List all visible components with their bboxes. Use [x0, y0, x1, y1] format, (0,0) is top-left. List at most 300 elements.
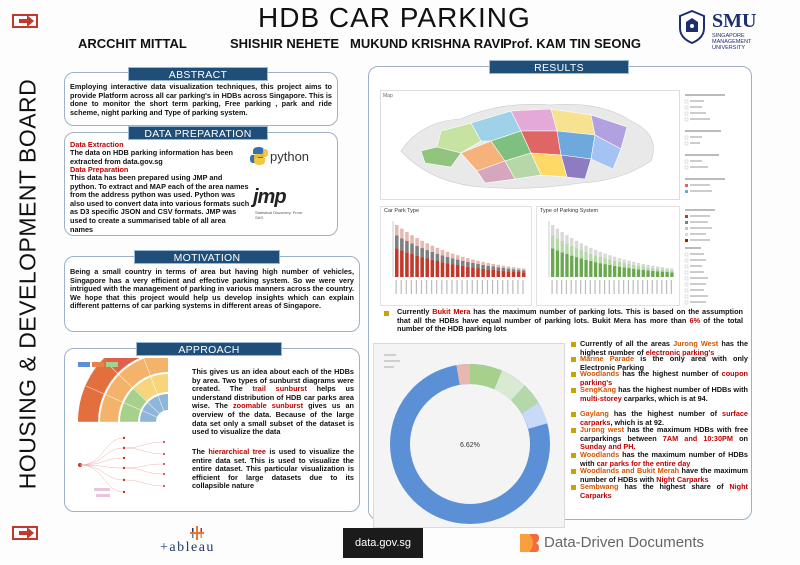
finding-text-part: is the only area with only Electronic Parking [580, 354, 748, 372]
jmp-logo-subtitle: Statistical Discovery. From SAS. [255, 210, 303, 220]
bar-segment [608, 255, 611, 259]
area-share-donut-chart[interactable] [373, 343, 565, 528]
bar-segment [446, 263, 450, 277]
bar-segment [618, 267, 621, 277]
bar-segment [512, 267, 516, 269]
smu-crest-icon [678, 10, 706, 44]
bar-segment [580, 250, 583, 258]
bar-segment [517, 268, 521, 270]
bullet-icon [571, 469, 576, 474]
bar-segment [400, 250, 404, 277]
bar-segment [451, 264, 455, 277]
bar-segment [637, 263, 640, 266]
bar-segment [497, 270, 501, 277]
bar-segment [410, 235, 414, 243]
bar-segment [613, 266, 616, 277]
bar-segment [456, 255, 460, 259]
arrow-right-icon[interactable] [12, 526, 38, 540]
bar-segment [395, 225, 399, 235]
bar-segment [415, 238, 419, 246]
bar-segment [466, 258, 470, 262]
bar-segment [637, 266, 640, 270]
bar-segment [471, 263, 475, 267]
bar-segment [589, 248, 592, 254]
finding-text-part: carparks, which is at 94. [621, 393, 708, 403]
chart-legend [683, 207, 743, 307]
car-park-type-chart[interactable] [380, 206, 532, 306]
bar-segment [517, 270, 521, 272]
car-park-type-bars [381, 207, 533, 307]
finding-text-part: Woodlands and Bukit Merah [580, 466, 680, 475]
bar-segment [476, 261, 480, 264]
axis-tick [656, 280, 657, 294]
axis-tick [416, 280, 417, 294]
bukit-mera-finding [397, 308, 743, 334]
bar-segment [497, 267, 501, 270]
axis-tick [575, 280, 576, 294]
finding-text-part: Currently [397, 307, 433, 316]
bar-segment [575, 257, 578, 277]
results-heading: RESULTS [489, 60, 629, 74]
finding-text-part: has the highest number of HDBs with [616, 385, 748, 394]
bar-segment [512, 272, 516, 277]
bullet-icon [571, 428, 576, 433]
bar-segment [486, 269, 490, 277]
bar-segment [431, 246, 435, 252]
axis-tick [517, 280, 518, 294]
singapore-map[interactable] [380, 90, 680, 200]
bar-segment [405, 232, 409, 241]
axis-tick [642, 280, 643, 294]
axis-tick [436, 280, 437, 294]
data-extraction-title: Data Extraction [70, 140, 124, 149]
axis-tick [401, 280, 402, 294]
chart-title: Type of Parking System [540, 208, 599, 214]
approach-text-part: helps us understand distribution of HDB car parks area wise. The [192, 384, 355, 411]
axis-tick [652, 280, 653, 294]
finding-text-part: 7AM and 10:30PM [662, 433, 733, 443]
axis-tick [599, 280, 600, 294]
axis-tick [502, 280, 503, 294]
bar-segment [665, 270, 668, 272]
bar-segment [491, 264, 495, 267]
bar-segment [656, 271, 659, 277]
bar-segment [420, 248, 424, 257]
bar-segment [618, 258, 621, 262]
bar-segment [575, 248, 578, 257]
bar-segment [608, 265, 611, 277]
bar-segment [400, 238, 404, 250]
jmp-logo [253, 186, 303, 218]
side-title: HOUSING & DEVELOPMENT BOARD [14, 78, 41, 490]
abstract-heading: ABSTRACT [128, 67, 268, 81]
bar-segment [603, 258, 606, 264]
abstract-text: Employing interactive data visualization techniques, this project aims to provide Platform across all car parking's in HDBs across Singapore. This is done to monitor the short term parking, Free parking , park and ride scheme, night parking and Type of parking system. [70, 82, 332, 117]
finding-text-part: has the highest number of [608, 409, 723, 418]
bar-segment [637, 269, 640, 277]
bar-segment [599, 257, 602, 263]
bar-segment [594, 262, 597, 277]
motivation-text: Being a small country in terms of area but having high number of vehicles, Singapore has a very efficient and effective parking system. So we were very intrigued with the management of parking in various manners across the country. We hope that this project would help us develop insights which can explain different patterns of car parking systems in different areas of Singapore. [70, 267, 354, 311]
axis-tick [451, 280, 452, 294]
bar-segment [561, 232, 564, 241]
bar-segment [425, 243, 429, 250]
finding-text-part: Marine Parade [580, 354, 635, 363]
bar-segment [431, 252, 435, 260]
bar-segment [580, 258, 583, 277]
axis-tick [609, 280, 610, 294]
bar-segment [661, 272, 664, 277]
bar-segment [646, 270, 649, 277]
bar-segment [466, 267, 470, 277]
bar-segment [446, 252, 450, 257]
bar-segment [646, 265, 649, 267]
finding-text-part: has the maximum number of HDBs with [580, 450, 748, 468]
bar-segment [632, 269, 635, 277]
finding-text-part: Currently of all the areas [580, 339, 674, 348]
bar-segment [441, 255, 445, 262]
axis-tick [580, 280, 581, 294]
axis-tick [556, 280, 557, 294]
bar-segment [561, 241, 564, 252]
bar-segment [436, 254, 440, 261]
bar-segment [446, 257, 450, 263]
python-snake-icon [250, 146, 268, 166]
finding-text-part: have the maximum number of HDBs with [580, 466, 748, 484]
bar-segment [584, 260, 587, 277]
axis-tick [487, 280, 488, 294]
smu-logo [674, 8, 794, 51]
axis-tick [462, 280, 463, 294]
bullet-icon [571, 388, 576, 393]
bullet-icon [571, 453, 576, 458]
axis-tick [396, 280, 397, 294]
bar-segment [565, 244, 568, 254]
finding-text-part: Jurong west [580, 425, 625, 434]
bar-segment [420, 241, 424, 248]
bar-segment [627, 268, 630, 277]
tableau-logo [160, 526, 240, 558]
bar-segment [565, 254, 568, 277]
author-list [78, 36, 678, 54]
bar-segment [623, 259, 626, 263]
finding-text-part: Sunday and PH. [580, 442, 636, 452]
bar-segment [481, 262, 485, 265]
bar-segment [642, 264, 645, 267]
trail-sunburst-label: trail sunburst [252, 384, 307, 394]
data-prep-heading: DATA PREPARATION [128, 126, 268, 140]
axis-tick [666, 280, 667, 294]
tableau-cross-icon [190, 526, 204, 540]
bar-segment [481, 269, 485, 277]
bar-segment [608, 260, 611, 265]
bar-segment [589, 254, 592, 261]
bar-segment [603, 254, 606, 259]
side-band [4, 4, 60, 560]
bar-segment [584, 252, 587, 260]
bar-segment [594, 250, 597, 255]
bar-segment [471, 259, 475, 263]
author-name: SHISHIR NEHETE [230, 36, 340, 51]
approach-heading: APPROACH [136, 342, 282, 356]
bar-segment [656, 269, 659, 272]
d3-logo-text: Data-Driven Documents [544, 534, 705, 551]
axis-tick [522, 280, 523, 294]
finding-text-part: Jurong West [673, 339, 719, 348]
bar-segment [570, 238, 573, 246]
bar-segment [466, 262, 470, 267]
hierarchical-tree-diagram [74, 428, 180, 502]
axis-tick [585, 280, 586, 294]
axis-tick [628, 280, 629, 294]
bullet-icon [571, 485, 576, 490]
bar-segment [502, 266, 506, 268]
data-preparation-title: Data Preparation [70, 165, 129, 174]
axis-tick [411, 280, 412, 294]
bar-segment [431, 260, 435, 277]
author-name: ARCCHIT MITTAL [78, 36, 187, 51]
bar-segment [670, 269, 673, 271]
axis-tick [421, 280, 422, 294]
bar-segment [522, 272, 526, 277]
bar-segment [415, 246, 419, 256]
finding-text-part: SengKang [580, 385, 617, 394]
bar-segment [551, 248, 554, 277]
axis-tick [552, 280, 553, 294]
finding-item [580, 483, 748, 500]
bar-segment [507, 266, 511, 268]
axis-tick [467, 280, 468, 294]
axis-tick [637, 280, 638, 294]
bar-segment [395, 248, 399, 277]
bar-segment [497, 265, 501, 267]
bar-segment [594, 255, 597, 262]
bar-segment [420, 257, 424, 277]
bar-segment [575, 241, 578, 248]
author-name: Prof. KAM TIN SEONG [503, 36, 641, 51]
finding-text-part: Night Carparks [656, 474, 709, 484]
bar-segment [661, 269, 664, 271]
axis-tick [614, 280, 615, 294]
bar-segment [627, 264, 630, 268]
bar-segment [551, 235, 554, 248]
bar-segment [642, 270, 645, 277]
bar-segment [665, 268, 668, 270]
finding-text-part: Gaylang [580, 409, 609, 418]
finding-text-part: has the maximum HDBs with free carparkings between [580, 425, 748, 443]
bar-segment [570, 256, 573, 277]
bar-segment [502, 271, 506, 277]
donut-center-label: 6.62% [460, 442, 480, 449]
finding-text-part: Night Carparks [580, 482, 748, 500]
bar-segment [415, 256, 419, 277]
axis-tick [456, 280, 457, 294]
axis-tick [571, 280, 572, 294]
bar-segment [556, 238, 559, 250]
bar-segment [599, 252, 602, 257]
axis-tick [590, 280, 591, 294]
bar-segment [522, 270, 526, 272]
map-label: Map [383, 93, 393, 99]
axis-tick [477, 280, 478, 294]
chart-title: Car Park Type [384, 208, 420, 214]
bukit-mera-label: Bukit Mera [432, 307, 471, 316]
bar-segment [665, 272, 668, 277]
finding-text-part: has the highest number of [580, 339, 748, 357]
tableau-logo-text: +ableau [160, 540, 215, 555]
axis-tick [623, 280, 624, 294]
axis-tick [566, 280, 567, 294]
bullet-icon [571, 357, 576, 362]
bar-segment [410, 254, 414, 277]
bar-segment [456, 265, 460, 277]
bar-segment [570, 246, 573, 256]
bar-segment [405, 252, 409, 277]
data-extraction-text: The data on HDB parking information has been extracted from data.gov.sg [70, 148, 233, 166]
poster-title: HDB CAR PARKING [258, 2, 531, 33]
approach-text-part: gives us an overview of the data. Because of the large data set only a small subset of the dataset is used to visualize the data [192, 401, 354, 437]
bar-segment [441, 262, 445, 277]
approach-text-part: This gives us an idea about each of the HDBs by area. Two types of sunburst diagrams were created. The [192, 367, 354, 394]
finding-item [580, 386, 748, 403]
finding-text-part: has the maximum number of parking lots. This is based on the assumption that all the HDBs have equal number of parking lots. Bukit Mera has more than [397, 307, 743, 325]
author-name: MUKUND KRISHNA RAVI [350, 36, 504, 51]
bar-segment [507, 269, 511, 272]
bar-segment [522, 269, 526, 271]
bullet-icon [571, 342, 576, 347]
axis-tick [604, 280, 605, 294]
datagov-logo: data.gov.sg [343, 528, 423, 558]
bar-segment [461, 261, 465, 266]
bar-segment [603, 264, 606, 277]
bar-segment [556, 229, 559, 239]
bar-segment [486, 266, 490, 270]
motivation-heading: MOTIVATION [134, 250, 280, 264]
bar-segment [651, 271, 654, 277]
finding-text-part: , which is at 92. [610, 417, 664, 427]
finding-text-part: of the total number of the HDB parking lots [397, 315, 743, 334]
python-logo-text: python [270, 149, 310, 164]
bar-segment [613, 257, 616, 261]
bar-segment [507, 271, 511, 277]
bar-segment [618, 262, 621, 267]
bar-segment [476, 268, 480, 277]
bar-segment [461, 257, 465, 261]
finding-text-part: coupon parking's [580, 369, 748, 387]
axis-tick [671, 280, 672, 294]
map-regions [381, 91, 681, 201]
bar-segment [623, 263, 626, 267]
bar-segment [670, 270, 673, 272]
axis-tick [492, 280, 493, 294]
axis-tick [431, 280, 432, 294]
bar-segment [646, 267, 649, 270]
bar-segment [613, 261, 616, 266]
bullet-icon [571, 372, 576, 377]
axis-tick [507, 280, 508, 294]
bar-segment [651, 268, 654, 271]
bar-segment [589, 261, 592, 277]
finding-text-part: electronic parking's [645, 347, 715, 357]
finding-text-part: has the highest share of [618, 482, 730, 491]
arrow-right-icon[interactable] [12, 14, 38, 28]
bullet-icon [571, 412, 576, 417]
bar-segment [599, 263, 602, 277]
map-legend [683, 92, 743, 204]
bar-segment [400, 229, 404, 239]
bar-segment [584, 246, 587, 252]
finding-text-part: has the highest number of [619, 369, 722, 378]
approach-tree-text [192, 448, 354, 491]
axis-tick [497, 280, 498, 294]
finding-text-part: Woodlands [580, 369, 620, 378]
bar-segment [632, 265, 635, 269]
zoomable-sunburst-label: zoomable sunburst [233, 401, 303, 411]
python-logo [250, 146, 312, 168]
axis-tick [426, 280, 427, 294]
smu-logo-text: SMU [712, 10, 757, 32]
smu-logo-subtitle: SINGAPORE MANAGEMENT UNIVERSITY [712, 33, 752, 51]
bar-segment [670, 272, 673, 277]
bar-segment [580, 243, 583, 250]
bar-segment [632, 262, 635, 265]
bar-segment [436, 261, 440, 277]
bar-segment [410, 244, 414, 254]
axis-tick [594, 280, 595, 294]
bar-segment [565, 235, 568, 243]
axis-tick [446, 280, 447, 294]
jmp-logo-text: jmp [253, 186, 286, 208]
data-preparation-text: This data has been prepared using JMP and python. To extract and MAP each of the area names from the address python was used. Python was also used to convert data into various formats such as D3 specific JSON and CSV formats. JMP was used to create a summarised table of all area names [70, 173, 250, 234]
bar-segment [627, 261, 630, 264]
approach-sunburst-text [192, 368, 354, 437]
bar-segment [623, 267, 626, 277]
axis-tick [406, 280, 407, 294]
bukit-mera-percent: 6% [689, 315, 701, 325]
bar-segment [491, 270, 495, 277]
axis-tick [472, 280, 473, 294]
bar-segment [471, 267, 475, 277]
bar-segment [556, 250, 559, 277]
axis-tick [618, 280, 619, 294]
bar-segment [405, 241, 409, 252]
bar-segment [476, 264, 480, 268]
donut-chart-svg [374, 344, 566, 529]
bar-segment [561, 252, 564, 277]
bar-segment [642, 267, 645, 270]
bar-segment [486, 263, 490, 266]
axis-tick [661, 280, 662, 294]
bar-segment [491, 267, 495, 270]
bar-segment [517, 272, 521, 277]
bar-segment [441, 250, 445, 255]
bar-segment [502, 268, 506, 271]
bullet-icon [384, 311, 389, 316]
bar-segment [425, 258, 429, 277]
parking-system-bars [537, 207, 681, 307]
d3-mark-icon [518, 532, 540, 554]
parking-system-chart[interactable] [536, 206, 680, 306]
axis-tick [482, 280, 483, 294]
axis-tick [512, 280, 513, 294]
bar-segment [456, 260, 460, 265]
bar-segment [512, 269, 516, 271]
finding-text-part: Woodlands [580, 450, 620, 459]
bar-segment [451, 258, 455, 264]
bar-segment [656, 266, 659, 268]
bar-segment [551, 225, 554, 235]
sunburst-diagram [72, 358, 174, 424]
